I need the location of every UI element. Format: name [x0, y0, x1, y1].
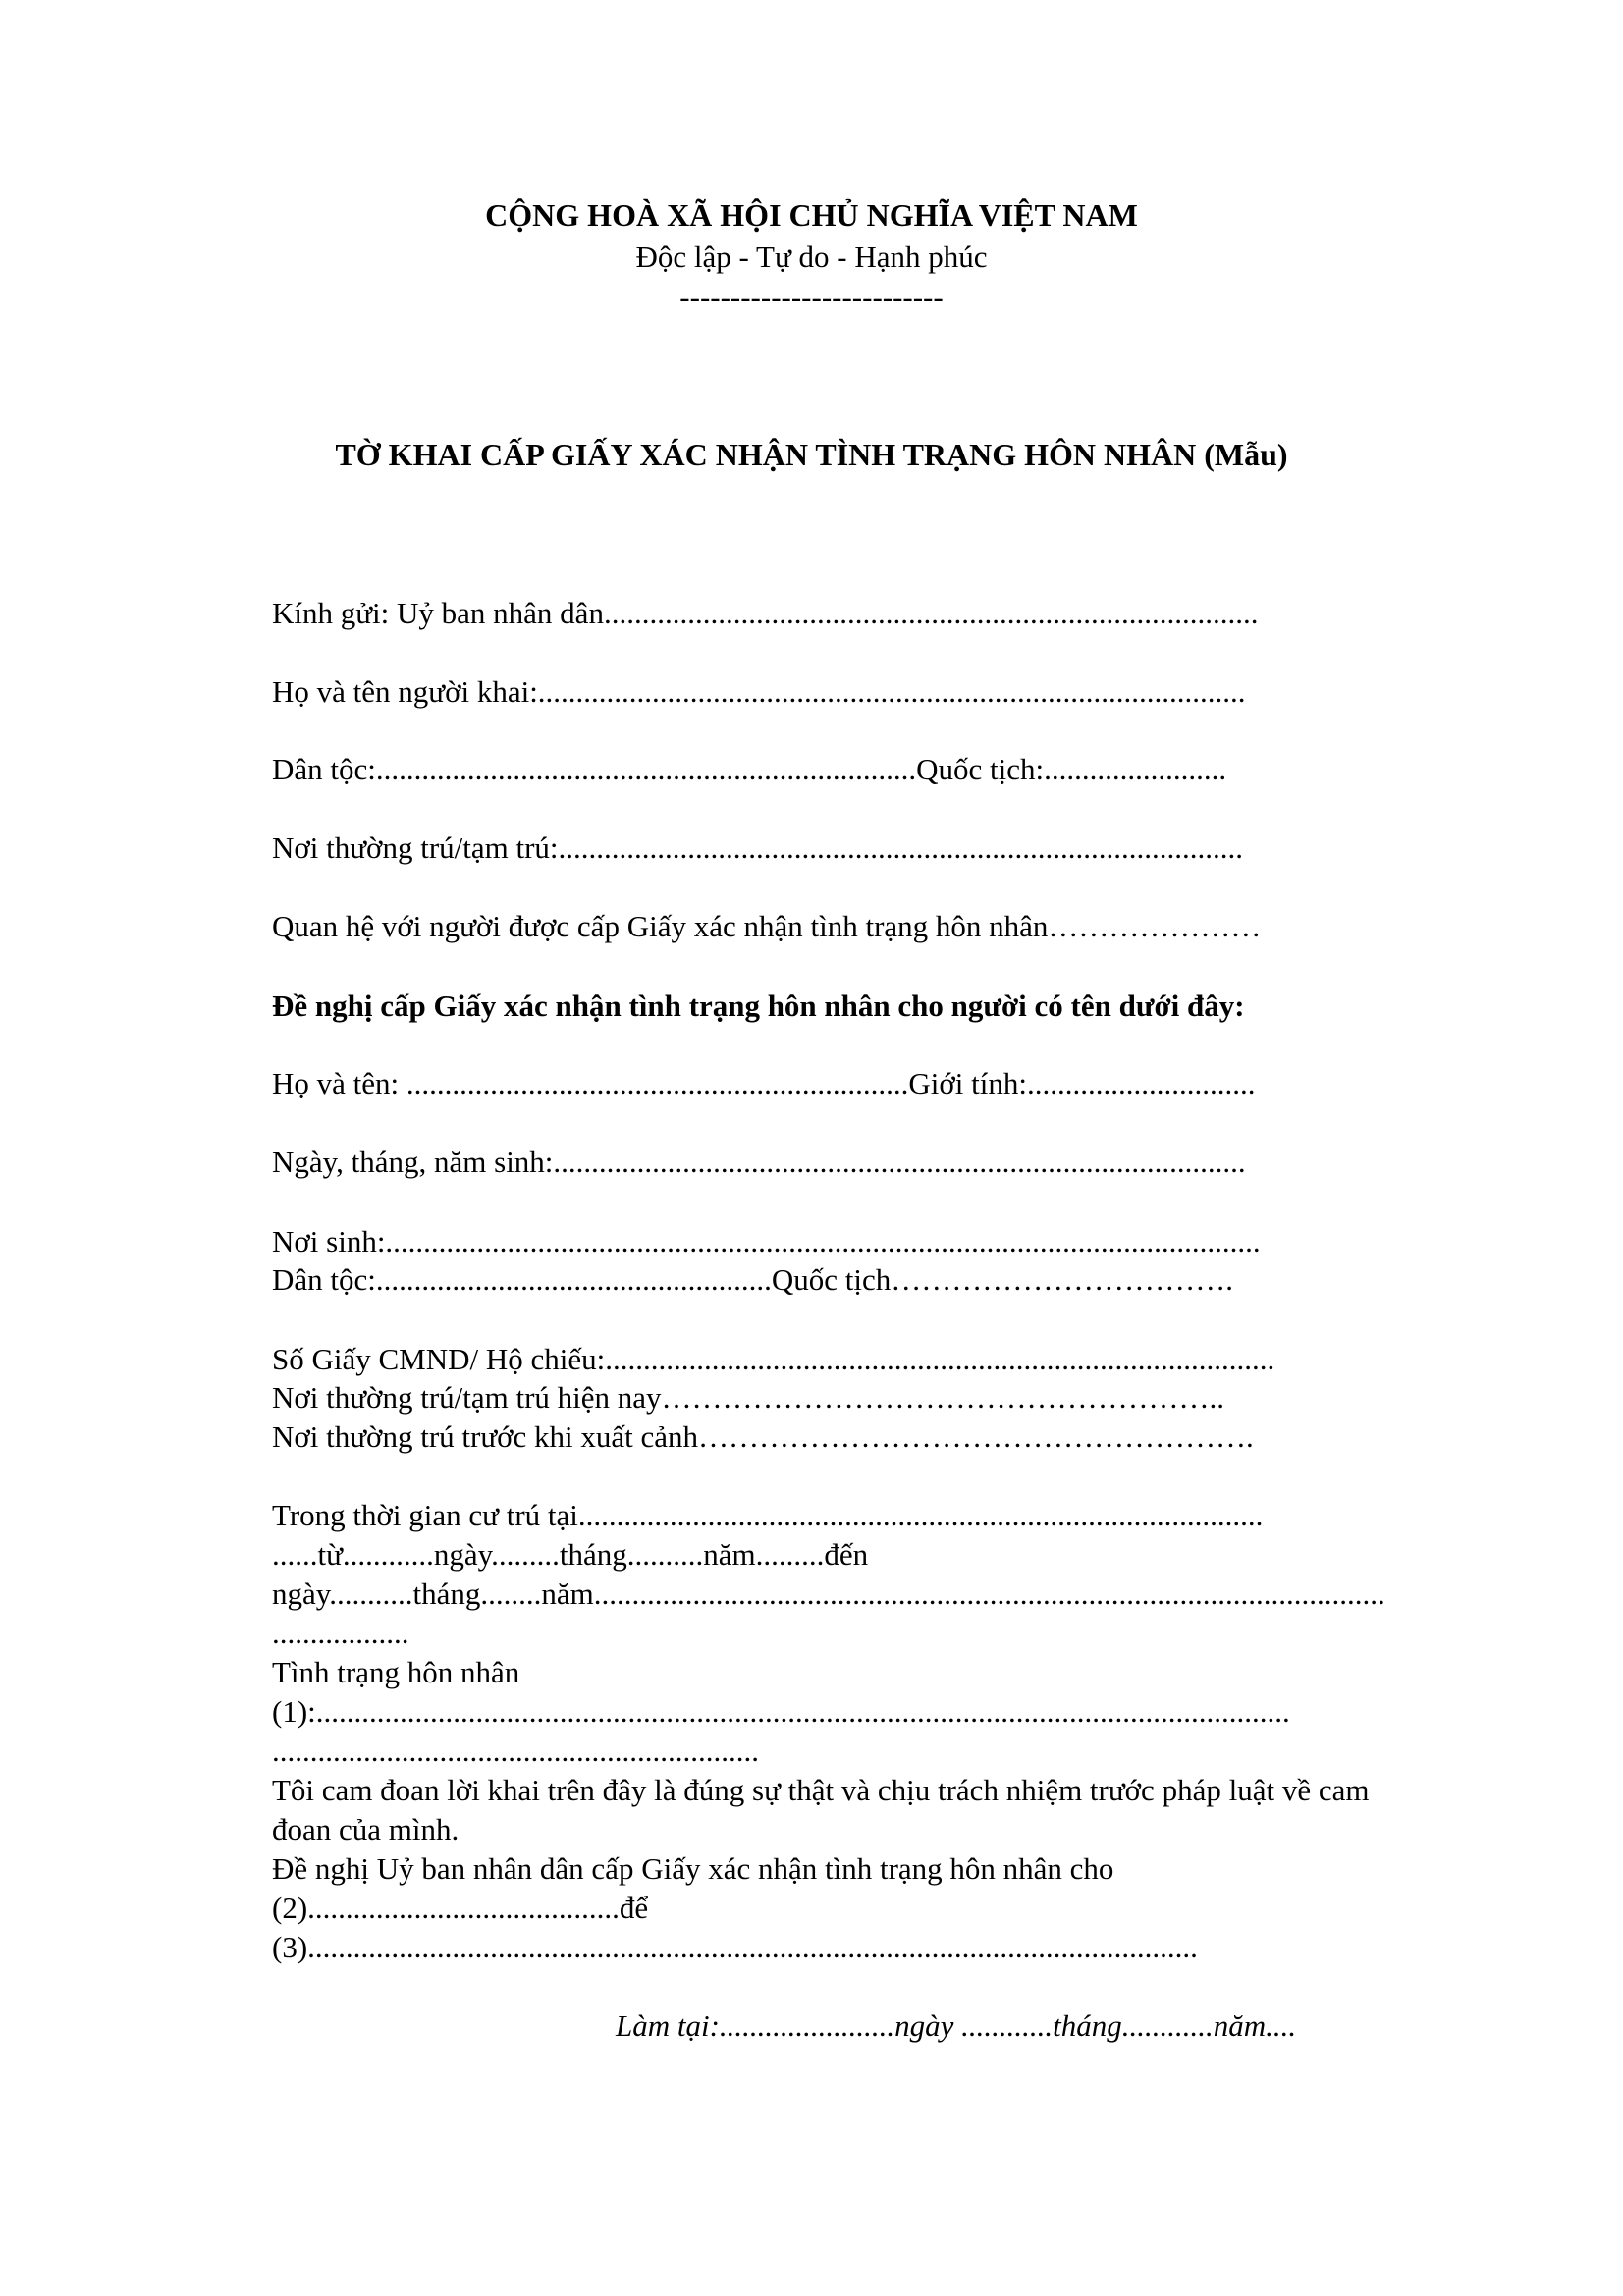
marital-status-line-1: (1):................................................................................................................................ — [272, 1694, 1290, 1729]
motto: Độc lập - Tự do - Hạnh phúc — [635, 240, 988, 274]
signing-place-date: Làm tại:.......................ngày ............tháng............năm.... — [616, 2008, 1297, 2043]
subject-birthdate-line: Ngày, tháng, năm sinh:........................................................................................... — [272, 1145, 1246, 1179]
commitment-line-1: Tôi cam đoan lời khai trên đây là đúng sự thật và chịu trách nhiệm trước pháp luật về cam — [272, 1773, 1370, 1807]
commitment-line-5: (3)..................................................................................................................... — [272, 1930, 1198, 1964]
subject-ethnicity-nationality-line: Dân tộc:....................................................Quốc tịch……………………………. — [272, 1262, 1234, 1297]
subject-current-residence-line: Nơi thường trú/tạm trú hiện nay……………………………………………….. — [272, 1380, 1225, 1415]
recipient-line: Kính gửi: Uỷ ban nhân dân...................................................................................... — [272, 596, 1259, 630]
declarant-name-line: Họ và tên người khai:............................................................................................. — [272, 674, 1246, 709]
residence-period-line-1: Trong thời gian cư trú tại.......................................................................................... — [272, 1498, 1264, 1532]
request-heading: Đề nghị cấp Giấy xác nhận tình trạng hôn nhân cho người có tên dưới đây: — [272, 988, 1245, 1023]
residence-period-line-3: ngày...........tháng........năm........................................................................................................ — [272, 1576, 1385, 1611]
document-title: TỜ KHAI CẤP GIẤY XÁC NHẬN TÌNH TRẠNG HÔN NHÂN (Mẫu) — [335, 437, 1288, 472]
subject-previous-residence-line: Nơi thường trú trước khi xuất cảnh………………………………………………. — [272, 1419, 1254, 1454]
declarant-residence-line: Nơi thường trú/tạm trú:.......................................................................................... — [272, 830, 1244, 865]
commitment-line-4: (2).........................................để — [272, 1891, 649, 1925]
residence-period-line-4: .................. — [272, 1616, 409, 1650]
subject-id-line: Số Giấy CMND/ Hộ chiếu:........................................................................................ — [272, 1342, 1275, 1376]
commitment-line-3: Đề nghị Uỷ ban nhân dân cấp Giấy xác nhận tình trạng hôn nhân cho — [272, 1851, 1114, 1886]
nation-heading: CỘNG HOÀ XÃ HỘI CHỦ NGHĨA VIỆT NAM — [485, 197, 1138, 233]
relationship-line: Quan hệ với người được cấp Giấy xác nhận tình trạng hôn nhân………………… — [272, 909, 1262, 943]
residence-period-line-2: ......từ............ngày.........tháng..........năm.........đến — [272, 1537, 869, 1572]
declarant-ethnicity-nationality-line: Dân tộc:.......................................................................Quốc tịch:........................ — [272, 752, 1227, 786]
separator: -------------------------- — [679, 280, 944, 314]
marital-status-line-2: ................................................................ — [272, 1734, 759, 1768]
marital-status-label: Tình trạng hôn nhân — [272, 1655, 520, 1689]
commitment-line-2: đoan của mình. — [272, 1812, 460, 1846]
subject-name-gender-line: Họ và tên: ..................................................................Giới tính:.............................. — [272, 1066, 1256, 1100]
subject-birthplace-line: Nơi sinh:................................................................................................................... — [272, 1224, 1261, 1258]
